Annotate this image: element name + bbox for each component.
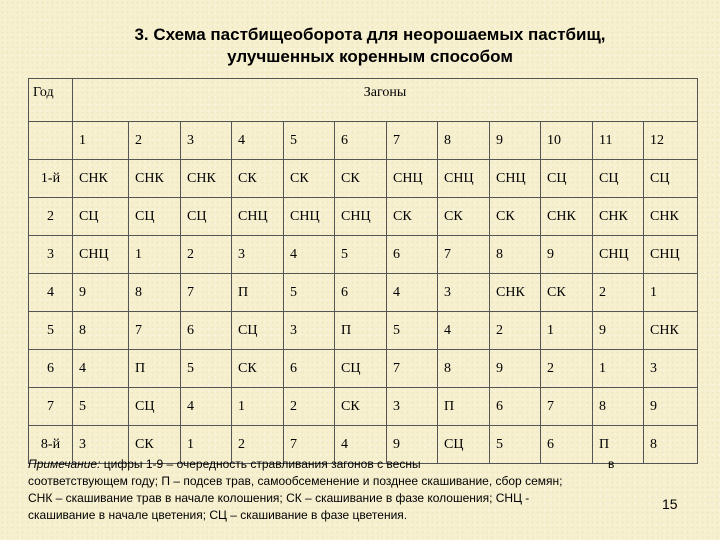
table-cell: 5 xyxy=(490,426,541,464)
table-cell: СЦ xyxy=(644,160,698,198)
footnote-text-1-suffix: в xyxy=(608,457,615,471)
year-cell: 3 xyxy=(29,236,73,274)
zone-number-cell: 4 xyxy=(232,122,284,160)
table-cell: 9 xyxy=(644,388,698,426)
table-cell: СНЦ xyxy=(490,160,541,198)
footnote-line-1 xyxy=(28,456,704,473)
table-cell: 7 xyxy=(284,426,335,464)
zone-number-cell: 1 xyxy=(73,122,129,160)
zone-number-cell: 9 xyxy=(490,122,541,160)
table-cell: СНЦ xyxy=(335,198,387,236)
footnote xyxy=(28,456,704,524)
zone-number-cell: 11 xyxy=(593,122,644,160)
zone-number-cell: 5 xyxy=(284,122,335,160)
table-cell: СК xyxy=(541,274,593,312)
table-cell: 8 xyxy=(129,274,181,312)
table-cell: СЦ xyxy=(438,426,490,464)
table-cell: 8 xyxy=(73,312,129,350)
year-cell: 4 xyxy=(29,274,73,312)
table-cell: СК xyxy=(232,350,284,388)
table-row xyxy=(29,388,698,426)
zone-numbers-row xyxy=(29,122,698,160)
table-cell: 6 xyxy=(490,388,541,426)
year-header-blank xyxy=(29,122,73,160)
table-cell: СНЦ xyxy=(284,198,335,236)
table-cell: 7 xyxy=(438,236,490,274)
table-cell: 1 xyxy=(541,312,593,350)
table-cell: 9 xyxy=(490,350,541,388)
table-cell: 9 xyxy=(593,312,644,350)
zone-number-cell: 3 xyxy=(181,122,232,160)
table-cell: СЦ xyxy=(541,160,593,198)
table-cell: СЦ xyxy=(73,198,129,236)
zone-number-cell: 12 xyxy=(644,122,698,160)
header-row xyxy=(29,79,698,122)
table-cell: СЦ xyxy=(593,160,644,198)
table-cell: СЦ xyxy=(129,198,181,236)
table-cell: 7 xyxy=(129,312,181,350)
table-cell: 9 xyxy=(73,274,129,312)
year-cell: 8-й xyxy=(29,426,73,464)
zone-number-cell: 6 xyxy=(335,122,387,160)
table-cell: 4 xyxy=(181,388,232,426)
table-cell: 2 xyxy=(284,388,335,426)
table-cell: 3 xyxy=(387,388,438,426)
table-cell: 5 xyxy=(284,274,335,312)
table-cell: 4 xyxy=(335,426,387,464)
table-cell: 3 xyxy=(438,274,490,312)
year-cell: 2 xyxy=(29,198,73,236)
table-cell: 2 xyxy=(232,426,284,464)
table-cell: 2 xyxy=(490,312,541,350)
table-cell: 1 xyxy=(593,350,644,388)
table-cell: 6 xyxy=(284,350,335,388)
table-cell: П xyxy=(438,388,490,426)
table-cell: СК xyxy=(490,198,541,236)
table-cell: 6 xyxy=(541,426,593,464)
table-cell: 5 xyxy=(181,350,232,388)
table-cell: 3 xyxy=(73,426,129,464)
year-cell: 7 xyxy=(29,388,73,426)
table-cell: 1 xyxy=(232,388,284,426)
table-cell: 3 xyxy=(644,350,698,388)
table-cell: СК xyxy=(335,388,387,426)
table-cell: 5 xyxy=(335,236,387,274)
table-cell: СЦ xyxy=(129,388,181,426)
table-cell: СНЦ xyxy=(593,236,644,274)
table-cell: 2 xyxy=(593,274,644,312)
pasture-rotation-table xyxy=(28,78,698,464)
zone-number-cell: 10 xyxy=(541,122,593,160)
table-row xyxy=(29,236,698,274)
table-row xyxy=(29,350,698,388)
table-cell: П xyxy=(335,312,387,350)
year-cell: 6 xyxy=(29,350,73,388)
table-cell: 8 xyxy=(593,388,644,426)
table-cell: 1 xyxy=(129,236,181,274)
table-cell: СК xyxy=(284,160,335,198)
footnote-text-1: цифры 1-9 – очередность стравливания загонов с весны xyxy=(103,457,421,471)
table-cell: 7 xyxy=(541,388,593,426)
zone-number-cell: 7 xyxy=(387,122,438,160)
table-cell: СК xyxy=(232,160,284,198)
table-cell: СК xyxy=(129,426,181,464)
table-cell: 4 xyxy=(387,274,438,312)
footnote-line-3: СНК – скашивание трав в начале колошения; СК – скашивание в фазе колошения; СНЦ - xyxy=(28,491,530,505)
table-cell: СНК xyxy=(541,198,593,236)
table-cell: 6 xyxy=(387,236,438,274)
table-cell: 4 xyxy=(73,350,129,388)
table-cell: 2 xyxy=(181,236,232,274)
title-line-1: 3. Схема пастбищеоборота для неорошаемых пастбищ, xyxy=(134,25,606,44)
table-cell: СНЦ xyxy=(73,236,129,274)
table-cell: СНК xyxy=(644,198,698,236)
table-cell: СНЦ xyxy=(644,236,698,274)
table-row xyxy=(29,274,698,312)
table-cell: СНЦ xyxy=(438,160,490,198)
table-cell: 1 xyxy=(644,274,698,312)
table-cell: 4 xyxy=(284,236,335,274)
year-cell: 1-й xyxy=(29,160,73,198)
table-row xyxy=(29,198,698,236)
table-cell: 3 xyxy=(232,236,284,274)
page-number: 15 xyxy=(662,496,678,512)
table-cell: СЦ xyxy=(335,350,387,388)
table-cell: П xyxy=(232,274,284,312)
table-cell: 5 xyxy=(387,312,438,350)
table-cell: 8 xyxy=(438,350,490,388)
table-cell: 5 xyxy=(73,388,129,426)
table-cell: 7 xyxy=(181,274,232,312)
zone-number-cell: 2 xyxy=(129,122,181,160)
slide-title xyxy=(60,24,680,68)
zone-number-cell: 8 xyxy=(438,122,490,160)
table-row xyxy=(29,160,698,198)
table-cell: 1 xyxy=(181,426,232,464)
table-cell: СЦ xyxy=(232,312,284,350)
table-cell: П xyxy=(129,350,181,388)
table-cell: СНЦ xyxy=(232,198,284,236)
table-cell: 2 xyxy=(541,350,593,388)
table-cell: 6 xyxy=(335,274,387,312)
table-cell: 9 xyxy=(387,426,438,464)
title-line-2: улучшенных коренным способом xyxy=(227,47,513,66)
footnote-line-4: скашивание в начале цветения; СЦ – скашивание в фазе цветения. xyxy=(28,508,408,522)
table-cell: 4 xyxy=(438,312,490,350)
table-cell: 7 xyxy=(387,350,438,388)
table-cell: СК xyxy=(438,198,490,236)
zones-header: Загоны xyxy=(73,79,698,122)
footnote-line-2: соответствующем году; П – подсев трав, самообсеменение и позднее скашивание, сбор семян; xyxy=(28,474,563,488)
table-cell: СНК xyxy=(490,274,541,312)
table-cell: СНК xyxy=(181,160,232,198)
table-cell: СНК xyxy=(644,312,698,350)
table-cell: 9 xyxy=(541,236,593,274)
table-cell: СНК xyxy=(129,160,181,198)
table-cell: 8 xyxy=(490,236,541,274)
table-cell: 6 xyxy=(181,312,232,350)
table-cell: 3 xyxy=(284,312,335,350)
table-cell: СК xyxy=(335,160,387,198)
table-cell: П xyxy=(593,426,644,464)
table-cell: 8 xyxy=(644,426,698,464)
table-cell: СНЦ xyxy=(387,160,438,198)
footnote-label: Примечание: xyxy=(28,457,101,471)
year-header: Год xyxy=(29,79,73,122)
table-cell: СК xyxy=(387,198,438,236)
table-cell: СНК xyxy=(73,160,129,198)
year-cell: 5 xyxy=(29,312,73,350)
table-row xyxy=(29,312,698,350)
table-cell: СНК xyxy=(593,198,644,236)
table-cell: СЦ xyxy=(181,198,232,236)
